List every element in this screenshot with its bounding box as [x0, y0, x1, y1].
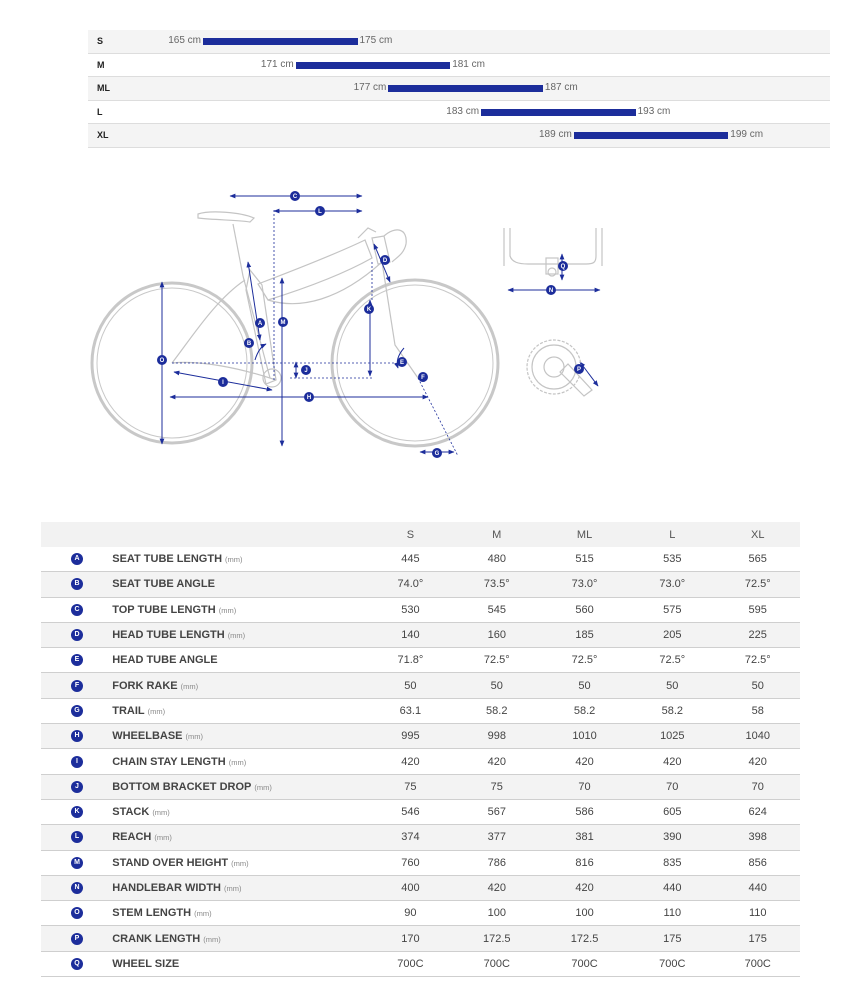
measurement-label: BOTTOM BRACKET DROP: [112, 780, 252, 793]
diagram-marker-o: [157, 355, 167, 365]
value-cell-s: 71.8°: [367, 648, 453, 673]
diagram-marker-b: [244, 338, 254, 348]
value-cell-m: 172.5: [454, 926, 540, 951]
diagram-marker-p: [574, 364, 584, 374]
size-row-s: [88, 30, 830, 54]
diagram-marker-e: [397, 357, 407, 367]
letter-cell: [41, 648, 112, 673]
value-cell-l: 700C: [629, 951, 715, 976]
measurement-unit: (mm): [228, 757, 247, 767]
bike-frame: [172, 212, 418, 387]
value-cell-l: 70: [629, 774, 715, 799]
diagram-marker-f: [418, 372, 428, 382]
diagram-marker-c: [290, 191, 300, 201]
table-row: [41, 648, 800, 673]
value-cell-ml: 586: [540, 799, 629, 824]
value-cell-s: 374: [367, 825, 453, 850]
value-cell-xl: 624: [715, 799, 800, 824]
letter-cell: [41, 572, 112, 597]
measurement-label: STEM LENGTH: [112, 907, 192, 920]
measurement-unit: (mm): [185, 732, 204, 742]
letter-cell: [41, 850, 112, 875]
letter-cell: [41, 749, 112, 774]
svg-text:B: B: [246, 341, 252, 348]
value-cell-ml: 73.0°: [540, 572, 629, 597]
letter-cell: [41, 774, 112, 799]
value-cell-l: 73.0°: [629, 572, 715, 597]
measurement-unit: (mm): [194, 909, 212, 919]
value-cell-s: 50: [367, 673, 453, 698]
svg-text:C: C: [292, 194, 298, 201]
size-row-xl: [88, 124, 830, 148]
letter-badge: N: [71, 882, 83, 894]
letter-cell: [41, 724, 112, 749]
value-cell-s: 700C: [367, 951, 453, 976]
value-cell-ml: 381: [540, 825, 629, 850]
value-cell-l: 535: [629, 547, 715, 572]
value-cell-m: 700C: [454, 951, 540, 976]
value-cell-l: 440: [629, 875, 715, 900]
value-cell-l: 420: [629, 749, 715, 774]
value-cell-l: 205: [629, 622, 715, 647]
size-row-ml: [88, 77, 830, 101]
value-cell-m: 75: [454, 774, 540, 799]
value-cell-m: 420: [454, 875, 540, 900]
size-label: S: [97, 36, 104, 46]
measurement-unit: (mm): [218, 605, 237, 615]
value-cell-xl: 70: [715, 774, 800, 799]
measurement-name: [112, 648, 367, 673]
measurement-label: SEAT TUBE ANGLE: [112, 578, 215, 591]
svg-text:M: M: [280, 320, 286, 327]
value-cell-xl: 700C: [715, 951, 800, 976]
geometry-table: [41, 522, 800, 977]
letter-badge: Q: [71, 958, 83, 970]
letter-cell: [41, 597, 112, 622]
measurement-unit: (mm): [231, 858, 249, 868]
value-cell-l: 58.2: [629, 698, 715, 723]
svg-text:K: K: [366, 307, 372, 314]
value-cell-s: 63.1: [367, 698, 453, 723]
value-cell-xl: 225: [715, 622, 800, 647]
measurement-label: CRANK LENGTH: [112, 932, 201, 945]
table-row: [41, 673, 800, 698]
table-row: [41, 724, 800, 749]
svg-text:H: H: [306, 395, 312, 402]
value-cell-ml: 515: [540, 547, 629, 572]
diagram-marker-n: [546, 285, 556, 295]
value-cell-ml: 58.2: [540, 698, 629, 723]
value-cell-l: 72.5°: [629, 648, 715, 673]
letter-badge: G: [71, 705, 83, 717]
table-row: [41, 698, 800, 723]
diagram-marker-q: [558, 261, 568, 271]
measurement-name: [112, 673, 367, 698]
letter-cell: [41, 875, 112, 900]
value-cell-s: 74.0°: [367, 572, 453, 597]
value-cell-xl: 175: [715, 926, 800, 951]
value-cell-ml: 172.5: [540, 926, 629, 951]
letter-badge: I: [71, 756, 83, 768]
svg-text:O: O: [159, 358, 165, 365]
value-cell-s: 760: [367, 850, 453, 875]
rider-height-size-chart: [88, 30, 830, 148]
range-low-label: 189 cm: [539, 129, 572, 140]
letter-badge: L: [71, 831, 83, 843]
measurement-label: STAND OVER HEIGHT: [112, 856, 229, 869]
table-row: [41, 901, 800, 926]
range-high-label: 199 cm: [730, 129, 764, 140]
svg-text:D: D: [382, 258, 388, 265]
value-cell-s: 420: [367, 749, 453, 774]
letter-badge: P: [71, 933, 83, 945]
letter-badge: B: [71, 578, 83, 590]
value-cell-s: 140: [367, 622, 453, 647]
diagram-marker-h: [304, 392, 314, 402]
letter-badge: H: [71, 730, 83, 742]
measurement-label: CHAIN STAY LENGTH: [112, 755, 226, 768]
value-cell-ml: 185: [540, 622, 629, 647]
measurement-unit: (mm): [152, 808, 170, 818]
value-cell-m: 545: [454, 597, 540, 622]
value-cell-ml: 560: [540, 597, 629, 622]
value-cell-m: 998: [454, 724, 540, 749]
value-cell-s: 400: [367, 875, 453, 900]
measurement-name: [112, 724, 367, 749]
size-row-l: [88, 101, 830, 125]
measurement-name: [112, 622, 367, 647]
value-cell-xl: 565: [715, 547, 800, 572]
table-row: [41, 799, 800, 824]
measurement-unit: (mm): [225, 555, 243, 565]
measurement-name: [112, 799, 367, 824]
letter-badge: F: [71, 680, 83, 692]
table-row: [41, 774, 800, 799]
table-row: [41, 547, 800, 572]
svg-text:P: P: [576, 367, 582, 374]
value-cell-ml: 72.5°: [540, 648, 629, 673]
measurement-unit: (mm): [224, 884, 242, 893]
svg-text:A: A: [257, 321, 263, 328]
value-cell-m: 480: [454, 547, 540, 572]
dashed-guide-lines: [172, 210, 458, 456]
value-cell-m: 100: [454, 901, 540, 926]
value-cell-l: 835: [629, 850, 715, 875]
size-label: L: [97, 106, 103, 117]
height-range-bar: [388, 85, 543, 92]
value-cell-xl: 58: [715, 698, 800, 723]
measurement-unit: (mm): [227, 631, 246, 641]
height-range-bar: [481, 109, 636, 116]
height-range-bar: [574, 132, 729, 139]
svg-text:F: F: [421, 375, 425, 382]
measurement-name: [112, 875, 367, 900]
table-row: [41, 622, 800, 647]
value-cell-ml: 70: [540, 774, 629, 799]
value-cell-m: 377: [454, 825, 540, 850]
measurement-name: [112, 850, 367, 875]
svg-text:Q: Q: [560, 264, 566, 271]
value-cell-ml: 700C: [540, 951, 629, 976]
size-row-m: [88, 54, 830, 78]
measurement-label: TOP TUBE LENGTH: [112, 603, 216, 616]
diagram-marker-j: [301, 365, 311, 375]
letter-badge: D: [71, 629, 83, 641]
measurement-name: [112, 547, 367, 572]
table-row: [41, 597, 800, 622]
letter-cell: [41, 547, 112, 572]
value-cell-xl: 420: [715, 749, 800, 774]
measurement-name: [112, 926, 367, 951]
table-row: [41, 875, 800, 900]
measurement-label: WHEEL SIZE: [112, 957, 180, 970]
header-empty: [112, 522, 367, 547]
bike-geometry-diagram: [0, 170, 863, 470]
size-column-header: ML: [540, 522, 629, 547]
size-label: ML: [97, 83, 110, 93]
range-high-label: 187 cm: [544, 82, 578, 93]
measurement-name: [112, 572, 367, 597]
value-cell-m: 58.2: [454, 698, 540, 723]
range-low-label: 165 cm: [168, 35, 201, 46]
size-label: M: [97, 59, 105, 70]
letter-badge: K: [71, 806, 83, 818]
value-cell-s: 995: [367, 724, 453, 749]
measurement-name: [112, 597, 367, 622]
value-cell-ml: 50: [540, 673, 629, 698]
measurement-name: [112, 749, 367, 774]
table-row: [41, 951, 800, 976]
value-cell-m: 420: [454, 749, 540, 774]
table-row: [41, 850, 800, 875]
letter-badge: A: [71, 553, 83, 565]
measurement-unit: (mm): [147, 706, 166, 716]
value-cell-xl: 1040: [715, 724, 800, 749]
diagram-marker-a: [255, 318, 265, 328]
value-cell-s: 546: [367, 799, 453, 824]
value-cell-ml: 816: [540, 850, 629, 875]
measurement-unit: (mm): [180, 681, 199, 691]
diagram-marker-i: [218, 377, 228, 387]
value-cell-s: 170: [367, 926, 453, 951]
value-cell-m: 160: [454, 622, 540, 647]
svg-text:I: I: [222, 380, 224, 387]
letter-cell: [41, 825, 112, 850]
letter-badge: M: [71, 857, 83, 869]
range-high-label: 193 cm: [637, 105, 671, 117]
measurement-label: STACK: [112, 806, 150, 819]
diagram-marker-g: [432, 448, 442, 458]
measurement-unit: (mm): [203, 934, 221, 944]
value-cell-l: 575: [629, 597, 715, 622]
value-cell-xl: 440: [715, 875, 800, 900]
letter-cell: [41, 622, 112, 647]
value-cell-xl: 72.5°: [715, 572, 800, 597]
letter-badge: O: [71, 907, 83, 919]
range-low-label: 171 cm: [260, 58, 294, 70]
height-range-bar: [203, 38, 358, 45]
value-cell-s: 445: [367, 547, 453, 572]
measurement-label: REACH: [112, 831, 152, 844]
diagram-marker-m: [278, 317, 288, 327]
value-cell-l: 50: [629, 673, 715, 698]
measurement-label: TRAIL: [112, 704, 145, 717]
svg-text:L: L: [318, 209, 322, 216]
svg-text:N: N: [548, 288, 554, 295]
measurement-label: HEAD TUBE ANGLE: [112, 654, 218, 667]
measurement-label: SEAT TUBE LENGTH: [112, 553, 223, 566]
measurement-name: [112, 951, 367, 976]
range-high-label: 181 cm: [452, 58, 485, 70]
table-row: [41, 926, 800, 951]
measurement-name: [112, 774, 367, 799]
letter-cell: [41, 926, 112, 951]
svg-text:E: E: [399, 360, 405, 367]
value-cell-m: 567: [454, 799, 540, 824]
letter-cell: [41, 698, 112, 723]
value-cell-l: 1025: [629, 724, 715, 749]
letter-badge: E: [71, 654, 83, 666]
value-cell-l: 175: [629, 926, 715, 951]
diagram-marker-k: [364, 304, 374, 314]
value-cell-ml: 100: [540, 901, 629, 926]
measurement-label: HEAD TUBE LENGTH: [112, 629, 225, 642]
measurement-label: FORK RAKE: [112, 679, 178, 692]
table-row: [41, 572, 800, 597]
measurement-name: [112, 901, 367, 926]
size-column-header: XL: [715, 522, 800, 547]
size-label: XL: [97, 130, 109, 140]
value-cell-s: 75: [367, 774, 453, 799]
value-cell-xl: 856: [715, 850, 800, 875]
value-cell-ml: 420: [540, 875, 629, 900]
value-cell-m: 786: [454, 850, 540, 875]
height-range-bar: [296, 62, 451, 69]
size-column-header: M: [454, 522, 540, 547]
value-cell-xl: 595: [715, 597, 800, 622]
letter-badge: J: [71, 781, 83, 793]
range-high-label: 175 cm: [359, 35, 393, 46]
letter-cell: [41, 799, 112, 824]
value-cell-m: 50: [454, 673, 540, 698]
measurement-name: [112, 698, 367, 723]
value-cell-m: 73.5°: [454, 572, 540, 597]
size-column-header: L: [629, 522, 715, 547]
value-cell-xl: 398: [715, 825, 800, 850]
value-cell-xl: 110: [715, 901, 800, 926]
value-cell-xl: 50: [715, 673, 800, 698]
size-column-header: S: [367, 522, 453, 547]
measurement-name: [112, 825, 367, 850]
value-cell-s: 90: [367, 901, 453, 926]
diagram-marker-l: [315, 206, 325, 216]
value-cell-xl: 72.5°: [715, 648, 800, 673]
diagram-marker-d: [380, 255, 390, 265]
value-cell-ml: 420: [540, 749, 629, 774]
svg-text:J: J: [304, 368, 308, 375]
svg-text:G: G: [434, 451, 440, 458]
letter-badge: C: [71, 604, 83, 616]
table-row: [41, 825, 800, 850]
letter-cell: [41, 673, 112, 698]
value-cell-s: 530: [367, 597, 453, 622]
value-cell-l: 390: [629, 825, 715, 850]
value-cell-l: 605: [629, 799, 715, 824]
table-header-row: [41, 522, 800, 547]
measurement-label: HANDLEBAR WIDTH: [112, 882, 221, 894]
range-low-label: 177 cm: [353, 82, 387, 93]
measurement-label: WHEELBASE: [112, 730, 183, 743]
value-cell-m: 72.5°: [454, 648, 540, 673]
header-empty: [41, 522, 112, 547]
range-low-label: 183 cm: [446, 105, 480, 117]
measurement-unit: (mm): [154, 833, 172, 843]
value-cell-ml: 1010: [540, 724, 629, 749]
letter-cell: [41, 901, 112, 926]
value-cell-l: 110: [629, 901, 715, 926]
handlebar-detail: [504, 228, 602, 276]
letter-cell: [41, 951, 112, 976]
measurement-unit: (mm): [254, 782, 272, 792]
table-row: [41, 749, 800, 774]
